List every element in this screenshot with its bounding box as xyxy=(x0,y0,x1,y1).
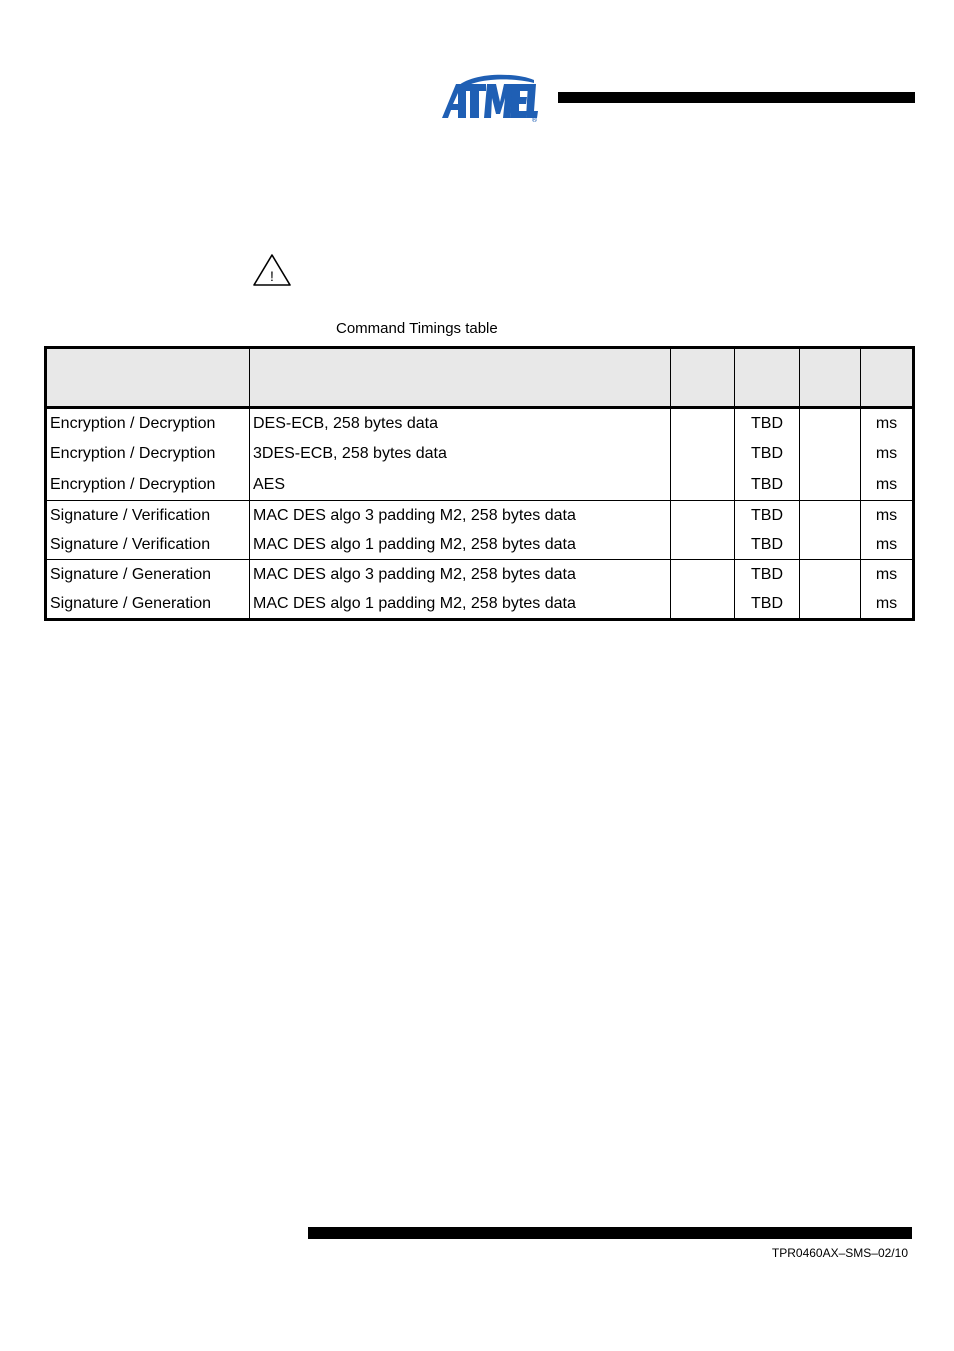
command-cell: Signature / Generation xyxy=(46,589,250,620)
unit-cell: ms xyxy=(861,589,914,620)
max-cell xyxy=(800,439,861,469)
max-cell xyxy=(800,560,861,590)
max-cell xyxy=(800,469,861,501)
min-cell xyxy=(671,469,735,501)
unit-cell: ms xyxy=(861,501,914,531)
command-cell: Signature / Verification xyxy=(46,501,250,531)
typ-cell: TBD xyxy=(735,439,800,469)
typ-cell: TBD xyxy=(735,589,800,620)
document-code: TPR0460AX–SMS–02/10 xyxy=(771,1246,908,1260)
unit-cell: ms xyxy=(861,530,914,560)
table-row xyxy=(46,530,914,560)
header-cell-typ xyxy=(735,348,800,408)
table-row xyxy=(46,560,914,590)
table-row xyxy=(46,439,914,469)
typ-cell: TBD xyxy=(735,560,800,590)
min-cell xyxy=(671,589,735,620)
conditions-cell: 3DES-ECB, 258 bytes data xyxy=(250,439,671,469)
unit-cell: ms xyxy=(861,469,914,501)
command-cell: Signature / Generation xyxy=(46,560,250,590)
conditions-cell: MAC DES algo 1 padding M2, 258 bytes data xyxy=(250,530,671,560)
unit-cell: ms xyxy=(861,408,914,440)
min-cell xyxy=(671,530,735,560)
command-cell: Signature / Verification xyxy=(46,530,250,560)
min-cell xyxy=(671,501,735,531)
table-caption: Command Timings table xyxy=(336,320,498,337)
header-cell-min xyxy=(671,348,735,408)
conditions-cell: DES-ECB, 258 bytes data xyxy=(250,408,671,440)
min-cell xyxy=(671,439,735,469)
table-row xyxy=(46,469,914,501)
table-row xyxy=(46,408,914,440)
max-cell xyxy=(800,530,861,560)
registered-mark: ® xyxy=(531,116,538,122)
typ-cell: TBD xyxy=(735,469,800,501)
header-cell-command xyxy=(46,348,250,408)
conditions-cell: MAC DES algo 1 padding M2, 258 bytes data xyxy=(250,589,671,620)
command-cell: Encryption / Decryption xyxy=(46,439,250,469)
table-header-row xyxy=(46,348,914,408)
max-cell xyxy=(800,589,861,620)
max-cell xyxy=(800,501,861,531)
min-cell xyxy=(671,408,735,440)
command-timings-table xyxy=(44,346,915,621)
header-cell-conditions xyxy=(250,348,671,408)
typ-cell: TBD xyxy=(735,408,800,440)
header-cell-unit xyxy=(861,348,914,408)
command-cell: Encryption / Decryption xyxy=(46,469,250,501)
header-rule xyxy=(558,92,915,103)
typ-cell: TBD xyxy=(735,501,800,531)
conditions-cell: MAC DES algo 3 padding M2, 258 bytes data xyxy=(250,560,671,590)
max-cell xyxy=(800,408,861,440)
unit-cell: ms xyxy=(861,439,914,469)
conditions-cell: MAC DES algo 3 padding M2, 258 bytes data xyxy=(250,501,671,531)
atmel-logo xyxy=(440,74,538,122)
svg-text:!: ! xyxy=(270,268,274,284)
footer-rule xyxy=(308,1227,912,1239)
warning-triangle-icon xyxy=(252,253,292,287)
typ-cell: TBD xyxy=(735,530,800,560)
table-row xyxy=(46,501,914,531)
table-row xyxy=(46,589,914,620)
min-cell xyxy=(671,560,735,590)
unit-cell: ms xyxy=(861,560,914,590)
conditions-cell: AES xyxy=(250,469,671,501)
command-cell: Encryption / Decryption xyxy=(46,408,250,440)
header-cell-max xyxy=(800,348,861,408)
